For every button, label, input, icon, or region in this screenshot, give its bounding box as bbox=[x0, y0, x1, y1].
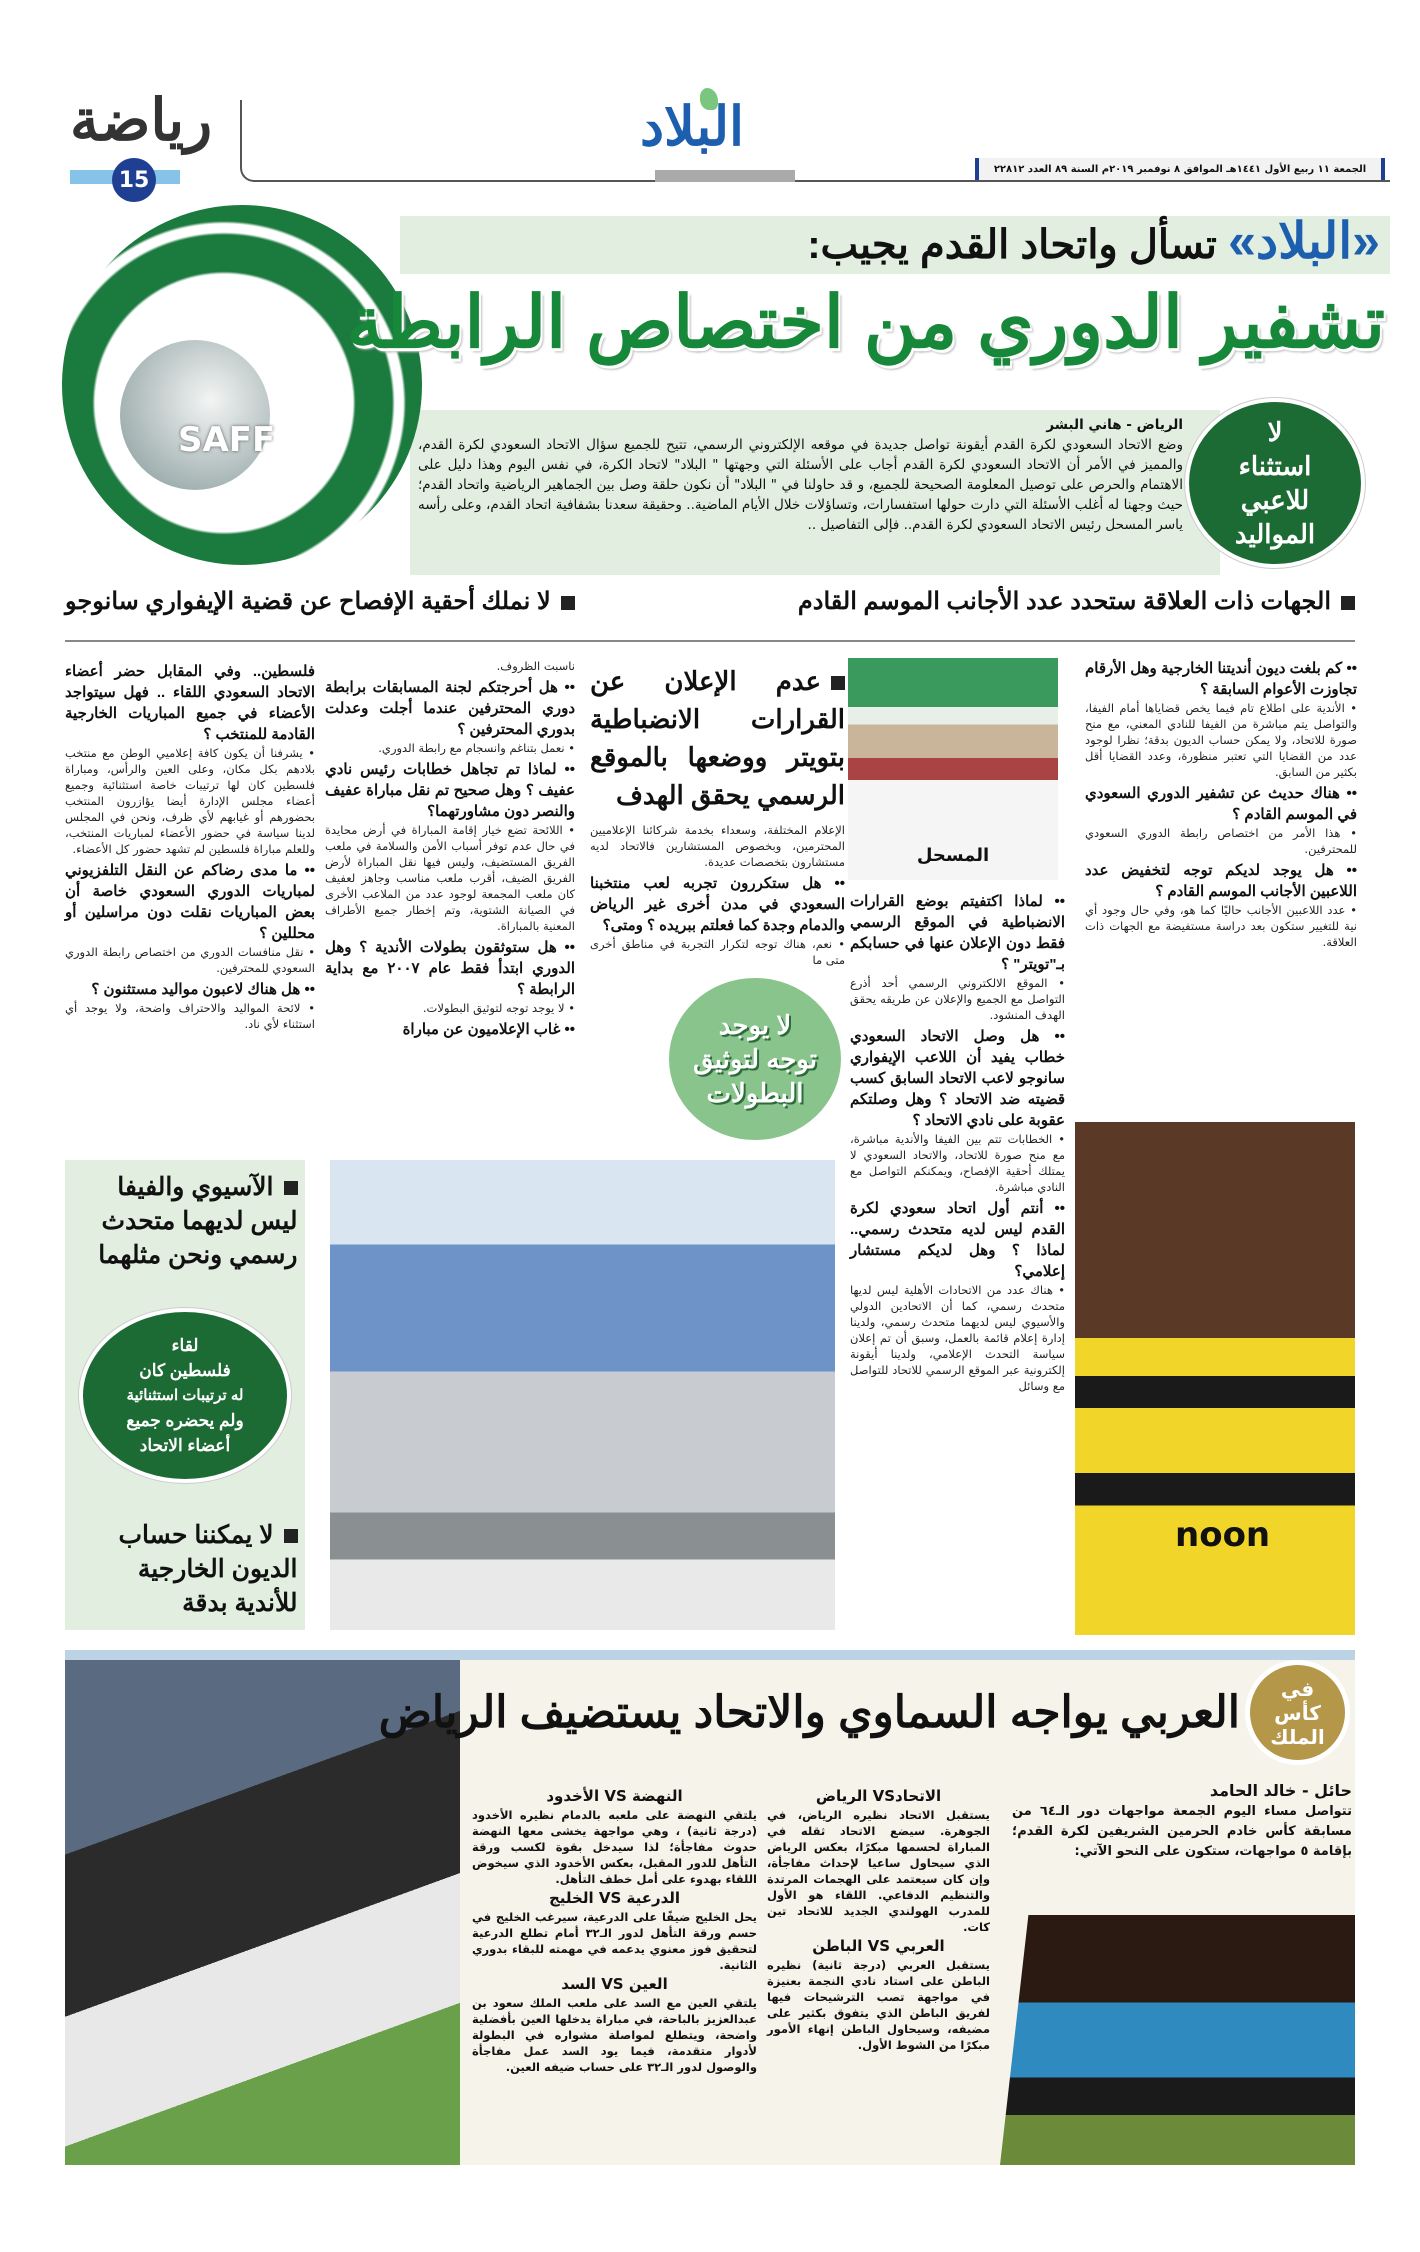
subhead-2 bbox=[65, 586, 575, 618]
callout-line: للاعبي bbox=[1240, 485, 1310, 515]
sidebar-headline-1 bbox=[73, 1170, 298, 1272]
byline: حائل - خالد الحامد bbox=[1209, 1781, 1352, 1800]
main-headline: تشفير الدوري من اختصاص الرابطة bbox=[346, 283, 1385, 363]
circle-line: له ترتيبات استثنائية bbox=[126, 1386, 244, 1404]
match-title: الاتحادVS الرياض bbox=[815, 1787, 942, 1805]
question: •• هل وصل الاتحاد السعودي خطاب يفيد أن اللاعب الإيفواري سانوجو لاعب الاتحاد السابق كسب قضيته ضد الاتحاد ؟ وهل وصلتكم عقوبة على نادي الاتحاد ؟ bbox=[850, 1028, 1065, 1129]
match-title: العين VS السد bbox=[561, 1975, 668, 1993]
section-title: رياضة bbox=[70, 88, 213, 153]
sidebar-box bbox=[65, 1160, 305, 1630]
question: فلسطين.. وفي المقابل حضر أعضاء الاتحاد السعودي اللقاء .. فهل سيتواجد الأعضاء في جميع المباريات الخارجية القادمة للمنتخب ؟ bbox=[65, 663, 315, 743]
question: •• أنتم أول اتحاد سعودي لكرة القدم ليس لديه متحدث رسمي.. لماذا ؟ وهل لديكم مستشار إعلامي؟ bbox=[850, 1200, 1065, 1280]
saff-logo-text: SAFF bbox=[178, 420, 276, 460]
answer: • نعم، هناك توجه لتكرار التجربة في مناطق أخرى متى ما bbox=[590, 937, 845, 967]
question: •• هل يوجد لديكم توجه لتخفيض عدد اللاعبين الأجانب الموسم القادم ؟ bbox=[1085, 862, 1357, 900]
circle-line: فلسطين كان bbox=[139, 1360, 231, 1380]
answer: • لا يوجد توجه لتوثيق البطولات. bbox=[422, 1001, 575, 1015]
pullquote-line: لا يوجد bbox=[718, 1010, 792, 1040]
question: •• غاب الإعلاميون عن مباراة bbox=[402, 1021, 575, 1038]
pullquote-circle bbox=[665, 974, 845, 1144]
photo-mishal bbox=[848, 658, 1058, 880]
answer: • نعمل بتناغم وانسجام مع رابطة الدوري. bbox=[378, 741, 575, 755]
badge-line: كأس bbox=[1274, 1700, 1321, 1725]
callout-line: المواليد bbox=[1234, 519, 1316, 549]
answer: • الخطابات تتم بين الفيفا والأندية مباشرة، مع منح صورة للاتحاد، والاتحاد السعودي لا يمتلك أحقية الإفصاح، ويمكنكم التواصل مع النادي مباشرة. bbox=[850, 1132, 1065, 1194]
answer: الإعلام المختلفة، وسعداء بخدمة شركائنا الإعلاميين المحترمين، وبخصوص المستشارين فالاتحاد لديه مستشارون بتخصصات عديدة. bbox=[590, 823, 845, 869]
intro-paragraph: وضع الاتحاد السعودي لكرة القدم أيقونة تواصل جديدة في موقعه الإلكتروني الرسمي، تتيح للجميع سؤال الاتحاد السعودي لكرة القدم، والمميز في الأمر أن الاتحاد السعودي لكرة القدم أجاب على الأسئلة التي وجهتها " البلاد" لاتحاد الكرة، في نفس اليوم وهذا دليل على الاهتمام والحرص على توصيل المعلومة الصحيحة للجميع، و قد حاولنا في " البلاد" أن نكون حلقة وصل بين الجماهير الرياضية واتحاد القدم؛ حيث وجهنا له أغلب الأسئلة التي دارت حولها استفسارات، وتساؤلات خلال الأيام الماضية.. وحقيقة سعدنا بشفافية اتحاد القدم، وعلى رأسه ياسر المسحل رئيس الاتحاد السعودي لكرة القدم.. فإلى التفاصيل .. bbox=[418, 437, 1183, 533]
column-5 bbox=[65, 658, 315, 1032]
answer: • يشرفنا أن يكون كافة إعلاميي الوطن مع منتخب بلادهم بكل مكان، وعلى العين والرأس، ومباراة فلسطين كان لها ترتيبات خاصة استثنائية وجميع أعضاء مجلس الإدارة أيضا يؤازرون المنتخب بحضورهم أو غيابهم لأي ظرف، ونحن في المجلس لدينا سياسة في حضور الأعضاء لمباريات المنتخب، وللعلم مباراة فلسطين لم تشهد حضور كل الأعضاء. bbox=[65, 746, 315, 856]
match-title: الدرعية VS الخليج bbox=[548, 1889, 681, 1907]
question: •• لماذا اكتفيتم بوضع القرارات الانضباطية في الموقع الرسمي فقط دون الإعلان عنها في حسابكم بـ"تويتر" ؟ bbox=[850, 893, 1065, 973]
page-number: 15 bbox=[112, 158, 156, 202]
answer: • الموقع الالكتروني الرسمي أحد أذرع التواصل مع الجميع والإعلان عن طريقه يحقق الهدف المنشود. bbox=[850, 976, 1065, 1022]
square-bullet-icon bbox=[284, 1181, 298, 1195]
match-text: يستقبل الاتحاد نظيره الرياض، في الجوهرة. سيضع الاتحاد ثقله في المباراة لحسمها مبكرًا، بعكس الرياض الذي سيحاول ساعيا لإحداث مفاجأة، وإن كان سيعتمد على الهجمات المرتدة والتنظيم الدفاعي. اللقاء هو الأول للمدرب الهولندي الجديد للاتحاد تين كات. bbox=[767, 1808, 990, 1934]
cup-badge bbox=[1245, 1660, 1350, 1765]
cup-headline: العربي يواجه السماوي والاتحاد يستضيف الرياض bbox=[378, 1688, 1240, 1737]
intro-paragraph: تتواصل مساء اليوم الجمعة مواجهات دور الـ٦٤ من مسابقة كأس خادم الحرمين الشريفين لكرة القدم؛ بإقامة ٥ مواجهات، ستكون على النحو الآتي: bbox=[1012, 1804, 1352, 1859]
subheads-row bbox=[65, 586, 1355, 618]
column-4 bbox=[325, 658, 575, 1040]
match-text: يلتقي النهضة على ملعبه بالدمام نظيره الأخدود (درجة ثانية) ، وهي مواجهة يخشى معها النهضة حدوث مفاجأة؛ لذا سيدخل بقوة لكسب ورقة التأهل للدور المقبل، بعكس الأخدود الذي سيخوض اللقاء بهدوء على أمل خطف التأهل. bbox=[472, 1808, 757, 1886]
photo-batin-training bbox=[1000, 1915, 1355, 2165]
question: •• لماذا تم تجاهل خطابات رئيس نادي عفيف ؟ وهل صحيح تم نقل مباراة عفيف والنصر دون مشاورتهما؟ bbox=[325, 761, 575, 820]
answer: • اللائحة تضع خيار إقامة المباراة في أرض محايدة في حال عدم توفر أسباب الأمن والسلامة في ملعب الفريق المستضيف، وليس فيها نقل المباراة لأرض الفريق الضيف، أقرب ملعب مناسب وجاهز لعفيف كان ملعب المجمعة لوجود عدد من الملاعب الأخرى في الصيانة الشتوية، وتم إخطار جميع الأطراف المعنية بالمباراة. bbox=[325, 823, 575, 933]
question: •• هل أحرجتكم لجنة المسابقات برابطة دوري المحترفين عندما أجلت وعدلت بدوري المحترفين ؟ bbox=[325, 679, 575, 738]
cup-section-topbar bbox=[65, 1650, 1355, 1660]
football-icon bbox=[120, 340, 270, 490]
match-text: يستقبل العربي (درجة ثانية) نظيره الباطن على استاد نادي النجمة بعنيزة في مواجهة تصب الترشيحات فيها لفريق الباطن الذي يتفوق بكثير على مضيفه، وسيحاول الباطن إنهاء الأمور مبكرًا من الشوط الأول. bbox=[767, 1958, 990, 2052]
column-3-headline bbox=[590, 662, 845, 814]
kicker bbox=[807, 212, 1380, 274]
callout-circle bbox=[1185, 398, 1365, 568]
answer: • لائحة المواليد والاحتراف واضحة، ولا يوجد أي استثناء لأي ناد. bbox=[65, 1001, 315, 1031]
question: •• ما مدى رضاكم عن النقل التلفزيوني لمباريات الدوري السعودي خاصة أن بعض المباريات نقلت دون مراسلين أو محللين ؟ bbox=[65, 862, 315, 942]
match-title: النهضة VS الأخدود bbox=[546, 1787, 683, 1805]
photo-caption: المسحل bbox=[916, 845, 990, 866]
column-2 bbox=[850, 888, 1065, 1394]
square-bullet-icon bbox=[831, 676, 845, 690]
pullquote-line: توجه لتوثيق bbox=[693, 1044, 817, 1074]
badge-line: في bbox=[1280, 1676, 1315, 1701]
sidebar-circle bbox=[79, 1308, 291, 1483]
question: •• هل هناك لاعبون مواليد مستثنون ؟ bbox=[91, 981, 315, 998]
square-bullet-icon bbox=[1341, 596, 1355, 610]
cup-intro bbox=[1012, 1780, 1352, 1862]
column-3 bbox=[590, 662, 845, 1144]
kicker-text: تسأل واتحاد القدم يجيب: bbox=[807, 223, 1217, 267]
column-1 bbox=[1085, 655, 1357, 950]
answer: • هناك عدد من الاتحادات الأهلية ليس لديها متحدث رسمي، كما أن الاتحادين الدولي والأسيوي ليس لديهما متحدث رسمي، ولدينا إدارة إعلام قائمة بالعمل، وسبق أن تم إعلان سياسة التحدث الإعلامي، ولدينا أيقونة إلكترونية عبر الموقع الرسمي للاتحاد للتواصل مع وسائل bbox=[850, 1283, 1065, 1393]
divider bbox=[65, 640, 1355, 642]
answer: • الأندية على اطلاع تام فيما يخص قضاياها أمام الفيفا، والتواصل يتم مباشرة من الفيفا للنادي المعني، مع منح صورة للاتحاد، ولا يمكن حساب الديون بدقة؛ نظرا لوجود عدد من القضايا التي تعتبر منظورة، وعدد القضايا أقل بكثير من السابق. bbox=[1085, 701, 1357, 779]
headline-text: لا يمكننا حساب الديون الخارجية للأندية بدقة bbox=[118, 1521, 298, 1617]
newspaper-logo: البلاد bbox=[640, 97, 745, 157]
circle-line: لقاء bbox=[171, 1335, 199, 1355]
answer: • نقل منافسات الدوري من اختصاص رابطة الدوري السعودي للمحترفين. bbox=[65, 945, 315, 975]
subhead-1 bbox=[798, 586, 1355, 618]
match-text: يلتقي العين مع السد على ملعب الملك سعود بن عبدالعزيز بالباحة، في مباراة يدخلها العين بأفضلية واضحة، ويتطلع لمواصلة مشواره في البطولة لأدوار متقدمة، فيما يود السد عمل مفاجأة والوصول لدور الـ٣٢ على حساب ضيفه العين. bbox=[472, 1996, 757, 2074]
answer: • هذا الأمر من اختصاص رابطة الدوري السعودي للمحترفين. bbox=[1085, 826, 1357, 856]
headline-text: عدم الإعلان عن القرارات الانضباطية بتويتر ووضعها بالموقع الرسمي يحقق الهدف bbox=[590, 666, 845, 810]
sidebar-headline-2 bbox=[73, 1518, 298, 1620]
shirt-sponsor: noon bbox=[1175, 1515, 1271, 1555]
date-line: الجمعة ١١ ربيع الأول ١٤٤١هـ الموافق ٨ نوفمبر ٢٠١٩م السنة ٨٩ العدد ٢٢٨١٢ bbox=[975, 158, 1385, 180]
circle-line: أعضاء الاتحاد bbox=[139, 1435, 231, 1455]
subhead-text: الجهات ذات العلاقة ستحدد عدد الأجانب الموسم القادم bbox=[797, 588, 1331, 615]
match-title: العربي VS الباطن bbox=[812, 1937, 945, 1955]
callout-line: استثناء bbox=[1238, 451, 1312, 481]
circle-line: ولم يحضره جميع bbox=[126, 1410, 244, 1430]
photo-federation-building bbox=[330, 1160, 835, 1630]
intro-text bbox=[418, 415, 1183, 535]
badge-line: الملك bbox=[1270, 1724, 1325, 1749]
question: •• هل ستكررون تجربه لعب منتخبنا السعودي في مدن أخرى غير الرياض والدمام وجدة كما فعلتم ببريده ؟ ومتى؟ bbox=[590, 875, 845, 934]
byline: الرياض - هاني البشر bbox=[1046, 417, 1183, 433]
kicker-brand: «البلاد» bbox=[1228, 213, 1380, 269]
pullquote-line: البطولات bbox=[706, 1078, 804, 1108]
callout-line: لا bbox=[1267, 417, 1283, 447]
question: •• هل ستوثقون بطولات الأندية ؟ وهل الدوري ابتدأ فقط عام ٢٠٠٧ مع بداية الرابطة ؟ bbox=[325, 939, 575, 998]
square-bullet-icon bbox=[284, 1529, 298, 1543]
question: •• كم بلغت ديون أنديتنا الخارجية وهل الأرقام تجاوزت الأعوام السابقة ؟ bbox=[1085, 660, 1357, 698]
answer: ناسبت الظروف. bbox=[496, 659, 575, 673]
subhead-text: لا نملك أحقية الإفصاح عن قضية الإيفواري سانوجو bbox=[65, 588, 551, 615]
answer: • عدد اللاعبين الأجانب حاليًا كما هو، وفي حال وجود أي نية للتغيير ستكون بعد دراسة مستفيضة مع الجهات ذات العلاقة. bbox=[1085, 903, 1357, 949]
square-bullet-icon bbox=[561, 596, 575, 610]
match-text: يحل الخليج ضيفًا على الدرعية، سيرغب الخليج في حسم ورقة التأهل لدور الـ٣٢ أمام تطلع الدرعية لتحقيق فوز معنوي يدعمه في مهمته للبقاء بدوري الثانية. bbox=[472, 1910, 758, 1972]
logo-underbar bbox=[655, 170, 795, 182]
question: •• هناك حديث عن تشفير الدوري السعودي في الموسم القادم ؟ bbox=[1085, 785, 1357, 823]
cup-column-2 bbox=[767, 1785, 990, 2053]
cup-column-3 bbox=[472, 1785, 757, 2075]
headline-text: الآسيوي والفيفا ليس لديهما متحدث رسمي ونحن مثلهما bbox=[98, 1173, 298, 1269]
photo-player-sanogo bbox=[1075, 1095, 1355, 1635]
